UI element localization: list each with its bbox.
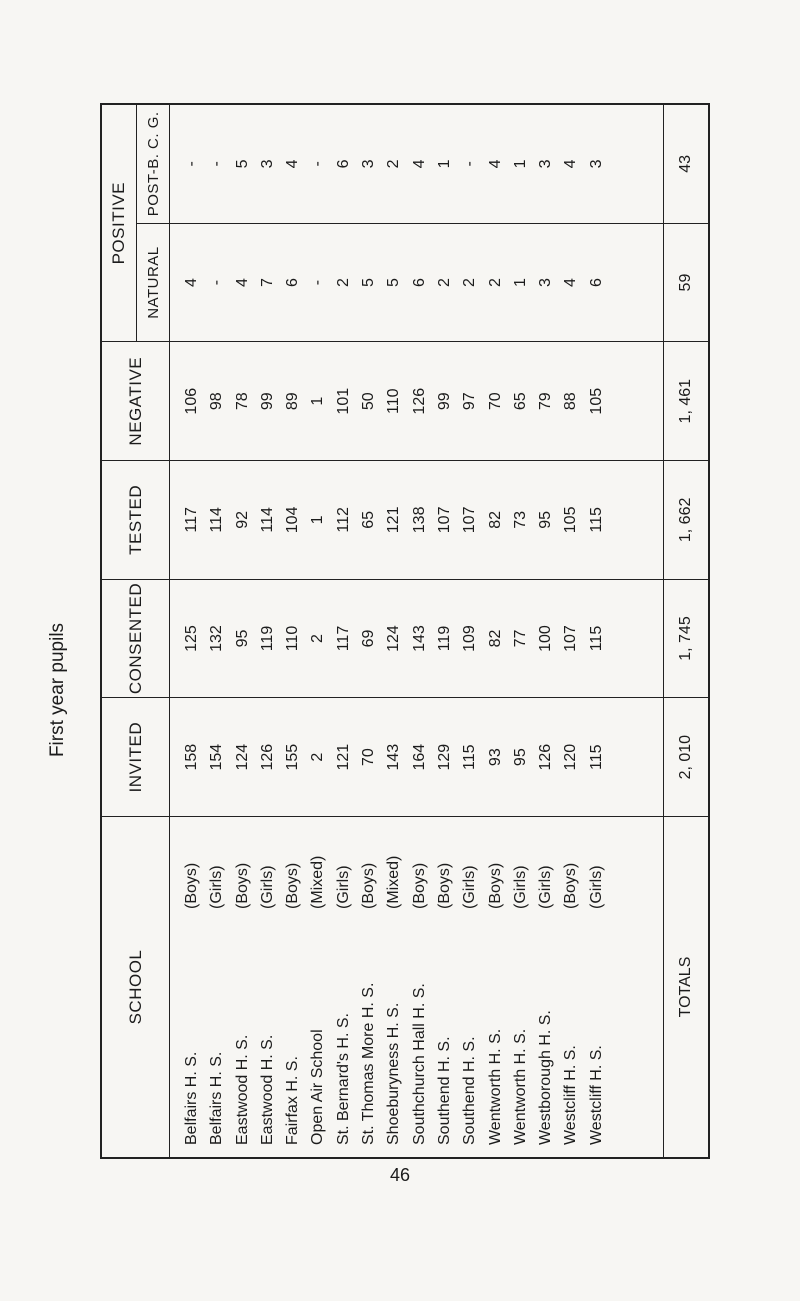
invited-cell: 143 xyxy=(385,743,403,771)
school-row xyxy=(483,817,508,1157)
school-gender: (Girls) xyxy=(511,865,529,909)
school-gender: (Boys) xyxy=(486,862,504,909)
invited-cell: 124 xyxy=(233,743,251,771)
negative-cell: 110 xyxy=(385,388,403,414)
page-title: First year pupils xyxy=(47,622,68,758)
school-gender: (Girls) xyxy=(258,865,276,909)
consented-cell: 143 xyxy=(410,625,428,652)
school-gender: (Girls) xyxy=(461,865,479,909)
consented-cell: 109 xyxy=(461,625,479,652)
total-tested: 1, 662 xyxy=(664,461,709,580)
post-bcg-cell: 3 xyxy=(360,159,378,169)
consented-cell: 125 xyxy=(183,625,200,652)
school-row xyxy=(432,817,457,1157)
school-row xyxy=(558,817,583,1157)
school-gender: (Boys) xyxy=(360,862,378,909)
school-name: St. Bernard's H. S. xyxy=(334,1013,352,1145)
invited-column xyxy=(170,698,664,817)
school-row xyxy=(533,817,558,1157)
post-bcg-cell: 1 xyxy=(511,159,529,169)
post-bcg-cell: - xyxy=(461,161,479,167)
consented-cell: 110 xyxy=(284,625,302,652)
post-bcg-cell: 4 xyxy=(284,159,302,169)
school-column xyxy=(170,817,664,1158)
school-row xyxy=(230,817,255,1157)
invited-cell: 126 xyxy=(258,743,276,771)
school-row xyxy=(381,817,406,1157)
consented-cell: 69 xyxy=(360,629,378,648)
natural-cell: 5 xyxy=(360,278,378,287)
school-name: Open Air School xyxy=(309,1029,327,1145)
total-invited: 2, 010 xyxy=(664,698,709,817)
consented-cell: 132 xyxy=(208,625,226,652)
negative-cell: 1 xyxy=(309,396,327,406)
negative-cell: 106 xyxy=(183,387,200,415)
negative-cell: 126 xyxy=(410,387,428,415)
school-gender: (Girls) xyxy=(587,865,605,909)
tested-cell: 112 xyxy=(334,507,352,533)
post-bcg-cell: 4 xyxy=(562,159,580,169)
tested-cell: 117 xyxy=(183,507,200,533)
tested-cell: 105 xyxy=(562,506,580,534)
post-bcg-cell: 3 xyxy=(537,159,555,169)
natural-cell: 4 xyxy=(183,278,200,287)
tested-cell: 92 xyxy=(233,510,251,529)
totals-row xyxy=(664,105,709,1158)
invited-cell: 121 xyxy=(334,743,352,771)
post-bcg-column xyxy=(170,105,664,224)
school-row xyxy=(331,817,356,1157)
school-gender: (Boys) xyxy=(183,862,200,909)
natural-cell: 2 xyxy=(435,278,453,287)
invited-cell: 70 xyxy=(360,748,378,767)
consented-cell: 77 xyxy=(511,629,529,648)
post-bcg-cell: - xyxy=(309,161,327,167)
post-bcg-cell: 1 xyxy=(435,159,453,169)
school-name: Westborough H. S. xyxy=(537,1010,555,1145)
invited-cell: 115 xyxy=(461,744,479,770)
negative-cell: 99 xyxy=(258,392,276,411)
school-name: Southend H. S. xyxy=(435,1036,453,1145)
school-gender: (Boys) xyxy=(562,862,580,909)
header-invited: INVITED xyxy=(102,698,170,817)
tested-cell: 73 xyxy=(511,510,529,529)
school-row xyxy=(508,817,533,1157)
school-name: Belfairs H. S. xyxy=(208,1051,226,1145)
school-name: St. Thomas More H. S. xyxy=(360,982,378,1145)
school-row xyxy=(204,817,229,1157)
school-gender: (Mixed) xyxy=(385,855,403,909)
header-tested: TESTED xyxy=(102,461,170,580)
invited-cell: 155 xyxy=(284,743,302,771)
tested-cell: 115 xyxy=(587,507,605,533)
natural-cell: 2 xyxy=(461,278,479,287)
consented-cell: 117 xyxy=(334,625,352,652)
school-name: Fairfax H. S. xyxy=(284,1056,302,1145)
consented-cell: 119 xyxy=(258,625,276,652)
natural-cell: 2 xyxy=(486,278,504,287)
negative-cell: 88 xyxy=(562,392,580,411)
consented-cell: 100 xyxy=(537,625,555,652)
natural-cell: - xyxy=(309,279,327,286)
total-natural: 59 xyxy=(664,223,709,342)
negative-cell: 99 xyxy=(435,392,453,411)
school-name: Westcliff H. S. xyxy=(562,1045,580,1145)
tested-cell: 121 xyxy=(385,506,403,534)
results-table xyxy=(100,103,710,1159)
natural-cell: - xyxy=(208,279,226,286)
post-bcg-cell: 6 xyxy=(334,159,352,169)
natural-column xyxy=(170,223,664,342)
school-gender: (Boys) xyxy=(435,862,453,909)
school-name: Shoeburyness H. S. xyxy=(385,1002,403,1145)
school-gender: (Girls) xyxy=(537,865,555,909)
invited-cell: 2 xyxy=(309,752,327,762)
negative-cell: 89 xyxy=(284,392,302,411)
negative-cell: 65 xyxy=(511,392,529,411)
tested-cell: 65 xyxy=(360,510,378,529)
post-bcg-cell: - xyxy=(183,161,200,167)
tested-cell: 107 xyxy=(435,506,453,534)
header-consented: CONSENTED xyxy=(102,579,170,698)
negative-cell: 50 xyxy=(360,392,378,411)
school-name: Southchurch Hall H. S. xyxy=(410,983,428,1145)
negative-cell: 78 xyxy=(233,392,251,411)
tested-cell: 138 xyxy=(410,506,428,534)
natural-cell: 2 xyxy=(334,278,352,287)
header-negative: NEGATIVE xyxy=(102,342,170,461)
negative-cell: 70 xyxy=(486,392,504,411)
total-post-bcg: 43 xyxy=(664,105,709,224)
totals-label: TOTALS xyxy=(664,817,709,1158)
post-bcg-cell: 5 xyxy=(233,159,251,169)
school-name: Westcliff H. S. xyxy=(587,1045,605,1145)
natural-cell: 4 xyxy=(233,278,251,287)
invited-cell: 126 xyxy=(537,743,555,771)
school-row xyxy=(584,817,609,1157)
tested-cell: 95 xyxy=(537,510,555,529)
school-name: Wentworth H. S. xyxy=(511,1028,529,1145)
post-bcg-cell: 4 xyxy=(486,159,504,169)
negative-cell: 105 xyxy=(587,387,605,415)
negative-cell: 98 xyxy=(208,392,226,411)
negative-cell: 101 xyxy=(334,387,352,415)
natural-cell: 5 xyxy=(385,278,403,287)
natural-cell: 7 xyxy=(258,278,276,287)
invited-cell: 158 xyxy=(183,743,200,771)
post-bcg-cell: - xyxy=(208,161,226,167)
invited-cell: 95 xyxy=(511,748,529,767)
natural-cell: 3 xyxy=(537,278,555,287)
header-natural: NATURAL xyxy=(137,223,170,342)
consented-cell: 95 xyxy=(233,629,251,648)
consented-cell: 107 xyxy=(562,625,580,652)
tested-cell: 82 xyxy=(486,510,504,529)
school-row xyxy=(457,817,482,1157)
natural-cell: 1 xyxy=(511,278,529,287)
school-gender: (Boys) xyxy=(284,862,302,909)
school-row xyxy=(356,817,381,1157)
school-row xyxy=(255,817,280,1157)
tested-cell: 104 xyxy=(284,506,302,534)
tested-column xyxy=(170,461,664,580)
page-number: 46 xyxy=(390,1165,411,1185)
invited-cell: 93 xyxy=(486,748,504,767)
school-row xyxy=(407,817,432,1157)
tested-cell: 107 xyxy=(461,506,479,534)
natural-cell: 6 xyxy=(284,278,302,287)
post-bcg-cell: 2 xyxy=(385,159,403,169)
negative-cell: 97 xyxy=(461,392,479,411)
total-negative: 1, 461 xyxy=(664,342,709,461)
negative-column xyxy=(170,342,664,461)
school-gender: (Boys) xyxy=(410,862,428,909)
school-name: Southend H. S. xyxy=(461,1036,479,1145)
invited-cell: 120 xyxy=(562,743,580,771)
natural-cell: 4 xyxy=(562,278,580,287)
consented-cell: 124 xyxy=(385,625,403,652)
header-post-bcg: POST-B. C. G. xyxy=(137,105,170,224)
consented-cell: 82 xyxy=(486,629,504,648)
tested-cell: 1 xyxy=(309,515,327,525)
invited-cell: 154 xyxy=(208,743,226,771)
header-positive: POSITIVE xyxy=(102,105,137,342)
total-consented: 1, 745 xyxy=(664,579,709,698)
consented-cell: 115 xyxy=(587,625,605,652)
post-bcg-cell: 3 xyxy=(258,159,276,169)
natural-cell: 6 xyxy=(410,278,428,287)
school-gender: (Girls) xyxy=(334,865,352,909)
tested-cell: 114 xyxy=(258,507,276,533)
school-row xyxy=(280,817,305,1157)
post-bcg-cell: 3 xyxy=(587,159,605,169)
natural-cell: 6 xyxy=(587,278,605,287)
consented-cell: 2 xyxy=(309,634,327,643)
school-row xyxy=(305,817,330,1157)
school-gender: (Mixed) xyxy=(309,855,327,909)
consented-cell: 119 xyxy=(435,625,453,652)
school-name: Eastwood H. S. xyxy=(258,1034,276,1145)
school-name: Wentworth H. S. xyxy=(486,1028,504,1145)
school-gender: (Boys) xyxy=(233,862,251,909)
school-gender: (Girls) xyxy=(208,865,226,909)
header-school: SCHOOL xyxy=(102,817,170,1158)
invited-cell: 164 xyxy=(410,743,428,771)
school-name: Belfairs H. S. xyxy=(183,1051,200,1145)
school-name: Eastwood H. S. xyxy=(233,1034,251,1145)
negative-cell: 79 xyxy=(537,392,555,411)
invited-cell: 115 xyxy=(587,744,605,770)
tested-cell: 114 xyxy=(208,507,226,533)
invited-cell: 129 xyxy=(435,743,453,771)
consented-column xyxy=(170,579,664,698)
school-row xyxy=(179,817,204,1157)
post-bcg-cell: 4 xyxy=(410,159,428,169)
